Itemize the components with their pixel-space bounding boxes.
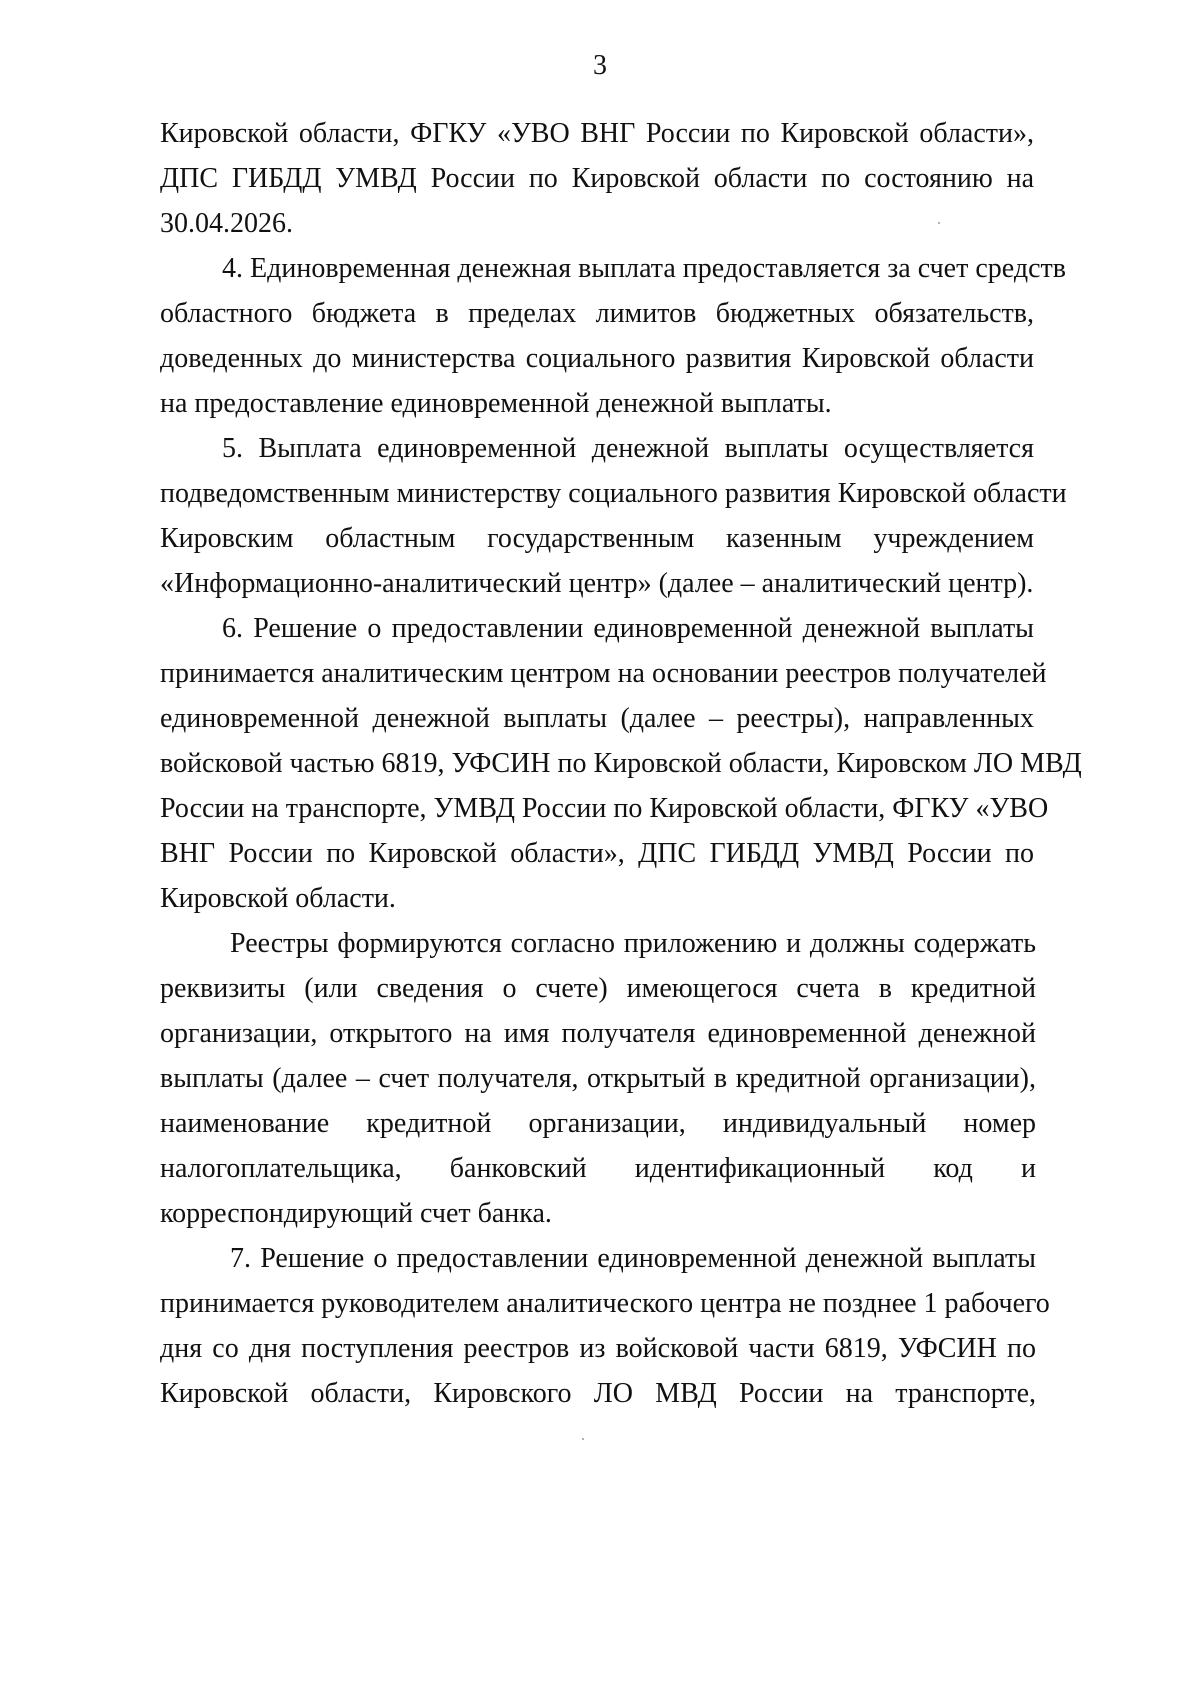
text-line: 5. Выплата единовременной денежной выплаты осуществляется [222, 433, 1034, 464]
text-line: «Информационно-аналитический центр» (далее – аналитический центр). [160, 568, 1034, 599]
text-line: налогоплательщика, банковский идентификационный код и [160, 1153, 1036, 1184]
text-line: войсковой частью 6819, УФСИН по Кировской области, Кировском ЛО МВД [160, 748, 1082, 779]
text-line: реквизиты (или сведения о счете) имеющегося счета в кредитной [160, 973, 1036, 1004]
scan-speck [582, 1438, 584, 1440]
page-number: 3 [593, 50, 607, 81]
text-line: корреспондирующий счет банка. [160, 1198, 552, 1229]
scan-speck [938, 222, 940, 224]
text-line: Кировской области. [160, 883, 396, 914]
text-line: ВНГ России по Кировской области», ДПС ГИБДД УМВД России по [160, 838, 1034, 869]
text-line: Кировской области, ФГКУ «УВО ВНГ России по Кировской области», [160, 118, 1034, 149]
text-line: областного бюджета в пределах лимитов бюджетных обязательств, [160, 298, 1034, 329]
text-line: наименование кредитной организации, индивидуальный номер [160, 1108, 1036, 1139]
text-line: дня со дня поступления реестров из войсковой части 6819, УФСИН по [160, 1333, 1036, 1364]
text-line: России на транспорте, УМВД России по Кировской области, ФГКУ «УВО [160, 793, 1049, 824]
text-line: Кировской области, Кировского ЛО МВД России на транспорте, [160, 1378, 1036, 1409]
text-line: 7. Решение о предоставлении единовременной денежной выплаты [230, 1243, 1036, 1274]
text-line: доведенных до министерства социального развития Кировской области [160, 343, 1034, 374]
text-line: 30.04.2026. [160, 208, 293, 239]
text-line: Кировским областным государственным казенным учреждением [160, 523, 1034, 554]
text-line: 6. Решение о предоставлении единовременной денежной выплаты [222, 613, 1034, 644]
text-line: принимается аналитическим центром на основании реестров получателей [160, 658, 1047, 689]
text-line: Реестры формируются согласно приложению и должны содержать [230, 928, 1036, 959]
text-line: единовременной денежной выплаты (далее – реестры), направленных [160, 703, 1034, 734]
text-line: на предоставление единовременной денежной выплаты. [160, 388, 832, 419]
text-line: организации, открытого на имя получателя единовременной денежной [160, 1018, 1036, 1049]
text-line: выплаты (далее – счет получателя, открытый в кредитной организации), [160, 1063, 1036, 1094]
text-line: ДПС ГИБДД УМВД России по Кировской области по состоянию на [160, 163, 1034, 194]
text-line: подведомственным министерству социального развития Кировской области [160, 478, 1067, 509]
text-line: 4. Единовременная денежная выплата предоставляется за счет средств [222, 253, 1066, 284]
text-line: принимается руководителем аналитического центра не позднее 1 рабочего [160, 1288, 1050, 1319]
